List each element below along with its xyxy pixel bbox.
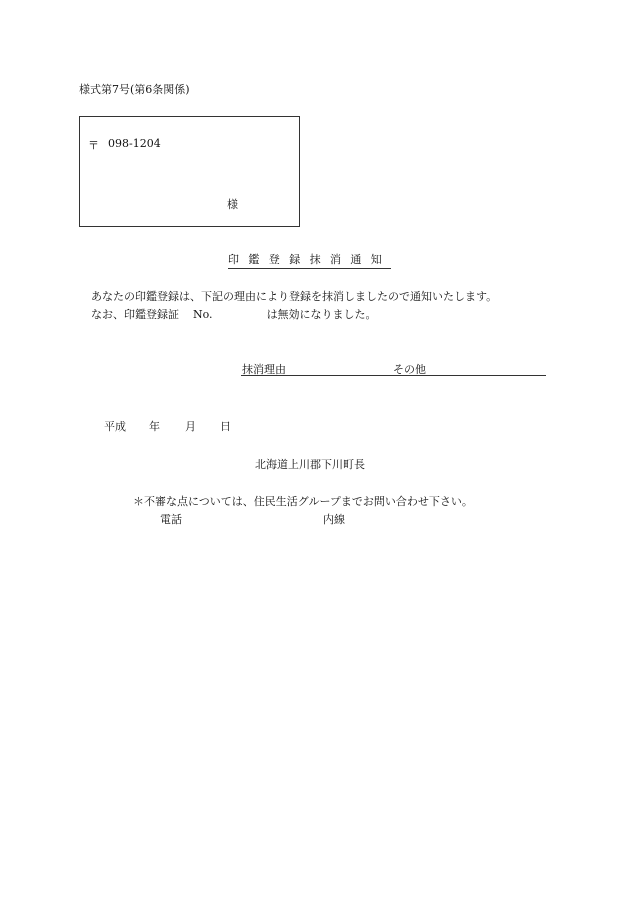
reason-value: その他 [393,363,426,376]
postal-code: 098-1204 [108,137,161,150]
honorific: 様 [227,198,238,211]
body-text-line-1: あなたの印鑑登録は、下記の理由により登録を抹消しましたので通知いたします。 [91,290,498,303]
registration-number-label: No. [193,308,213,321]
date-month: 月 [185,420,196,433]
body-text-line-2 [91,306,377,322]
date-day: 日 [220,420,231,433]
phone-label: 電話 [160,513,182,526]
address-box [79,116,300,227]
body-line-2-prefix: なお、印鑑登録証 [91,308,179,321]
inquiry-note: ＊不審な点については、住民生活グループまでお問い合わせ下さい。 [133,495,473,508]
form-number: 様式第7号(第6条関係) [79,83,190,96]
issuer: 北海道上川郡下川町長 [255,458,365,471]
postal-mark: 〒 [88,139,99,152]
extension-label: 内線 [323,513,345,526]
body-line-2-suffix: は無効になりました。 [266,308,377,321]
document-title: 印鑑登録抹消通知 [228,251,391,269]
date-year: 年 [149,420,160,433]
cancellation-reason-row [241,361,546,376]
date-era: 平成 [104,420,126,433]
reason-label: 抹消理由 [242,363,286,376]
